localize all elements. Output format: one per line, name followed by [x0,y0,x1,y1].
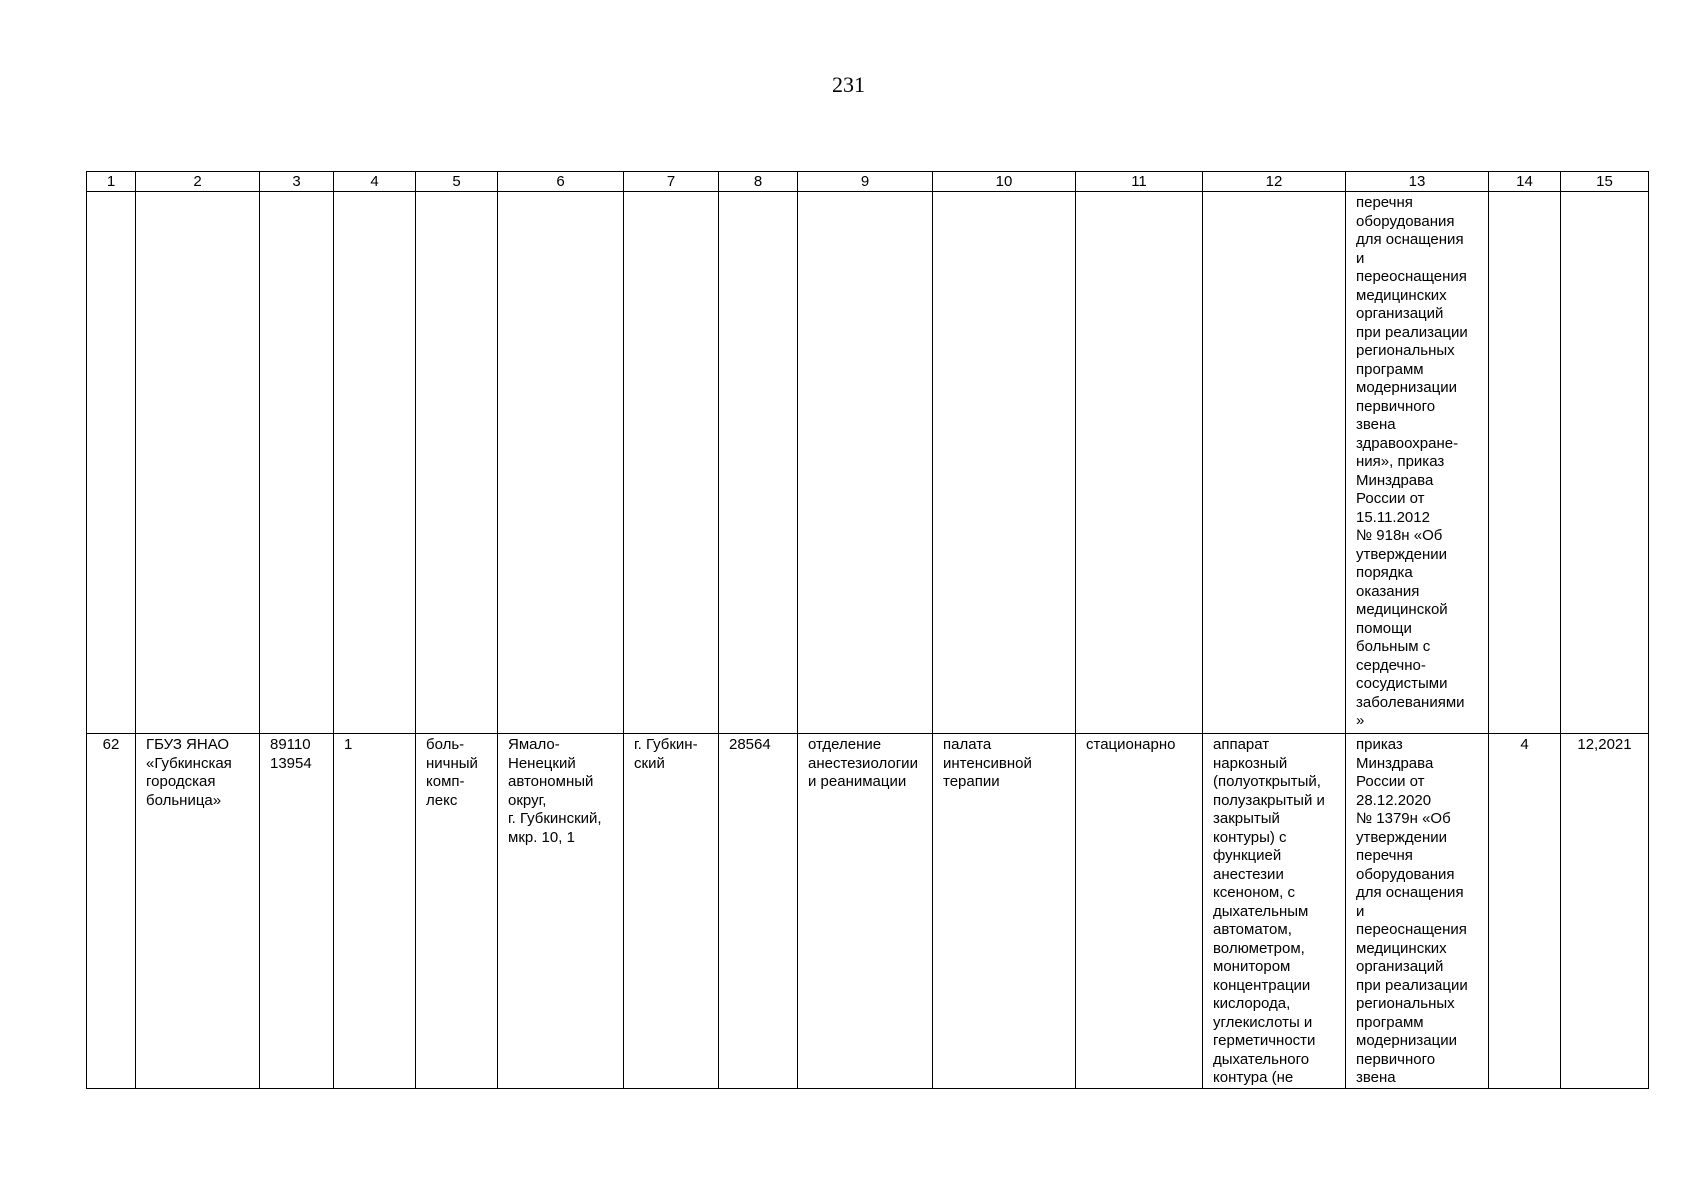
empty-cell [719,192,798,734]
column-header: 8 [719,172,798,192]
empty-cell [260,192,334,734]
count-cell [334,734,416,1089]
city-name: г. Губкин- ский [634,736,698,772]
column-header: 13 [1346,172,1489,192]
empty-cell [416,192,498,734]
date-cell [1561,734,1649,1089]
address-cell [498,734,624,1089]
count-value: 1 [344,736,353,753]
care-mode-cell [1076,734,1203,1089]
facility-type-cell [416,734,498,1089]
column-header: 7 [624,172,719,192]
population-value: 28564 [729,736,771,753]
city-cell [624,734,719,1089]
regulatory-basis-text: перечня оборудования для оснащения и переоснащения медицинских организаций при реализации региональных программ модернизации первичного звена здравоохране- ния», приказ Минздрава России от 15.11.2012 № 918н «Об утверждении порядка оказания медицинской помощи больным с сердечно- сосудистыми заболеваниями » [1356,194,1468,729]
column-header: 2 [136,172,260,192]
column-header: 15 [1561,172,1649,192]
column-header: 6 [498,172,624,192]
empty-cell [498,192,624,734]
inn-cell [260,734,334,1089]
regulatory-basis-cell [1346,734,1489,1089]
inn-value: 89110 13954 [270,736,312,772]
quantity-value: 4 [1520,736,1529,753]
quantity-cell [1489,734,1561,1089]
column-header: 4 [334,172,416,192]
column-header: 5 [416,172,498,192]
facility-type: боль- ничный комп- лекс [426,736,478,809]
table-row-62 [87,734,1649,1089]
population-cell [719,734,798,1089]
equipment-table [86,171,1649,1089]
column-header: 11 [1076,172,1203,192]
column-header: 3 [260,172,334,192]
page-number: 231 [832,72,865,97]
row-number-cell [87,734,136,1089]
organization-name: ГБУЗ ЯНАО «Губкинская городская больница» [146,736,232,809]
regulatory-basis-text: приказ Минздрава России от 28.12.2020 № 1379н «Об утверждении перечня оборудования для оснащения и переоснащения медицинских организаций при реализации региональных программ модернизации первичного звена [1356,736,1468,1086]
regulatory-basis-cell [1346,192,1489,734]
empty-cell [334,192,416,734]
empty-cell [87,192,136,734]
care-mode: стационарно [1086,736,1176,753]
empty-cell [1203,192,1346,734]
address-text: Ямало- Ненецкий автономный округ, г. Губкинский, мкр. 10, 1 [508,736,602,846]
column-header: 1 [87,172,136,192]
empty-cell [798,192,933,734]
empty-cell [1076,192,1203,734]
column-header: 14 [1489,172,1561,192]
unit-cell [933,734,1076,1089]
equipment-description: аппарат наркозный (полуоткрытый, полузакрытый и закрытый контуры) с функцией анестезии ксеноном, с дыхательным автоматом, волюметром, монитором концентрации кислорода, углекислоты и герметичности дыхательного контура (не [1213,736,1325,1086]
department-cell [798,734,933,1089]
empty-cell [136,192,260,734]
column-header: 10 [933,172,1076,192]
row-number: 62 [102,736,120,753]
unit-name: палата интенсивной терапии [943,736,1032,790]
date-value: 12,2021 [1577,736,1632,753]
header-row [87,172,1649,192]
table-row-continued [87,192,1649,734]
equipment-cell [1203,734,1346,1089]
empty-cell [1561,192,1649,734]
organization-cell [136,734,260,1089]
department-name: отделение анестезиологии и реанимации [808,736,918,790]
empty-cell [933,192,1076,734]
empty-cell [1489,192,1561,734]
column-header: 12 [1203,172,1346,192]
empty-cell [624,192,719,734]
column-header: 9 [798,172,933,192]
